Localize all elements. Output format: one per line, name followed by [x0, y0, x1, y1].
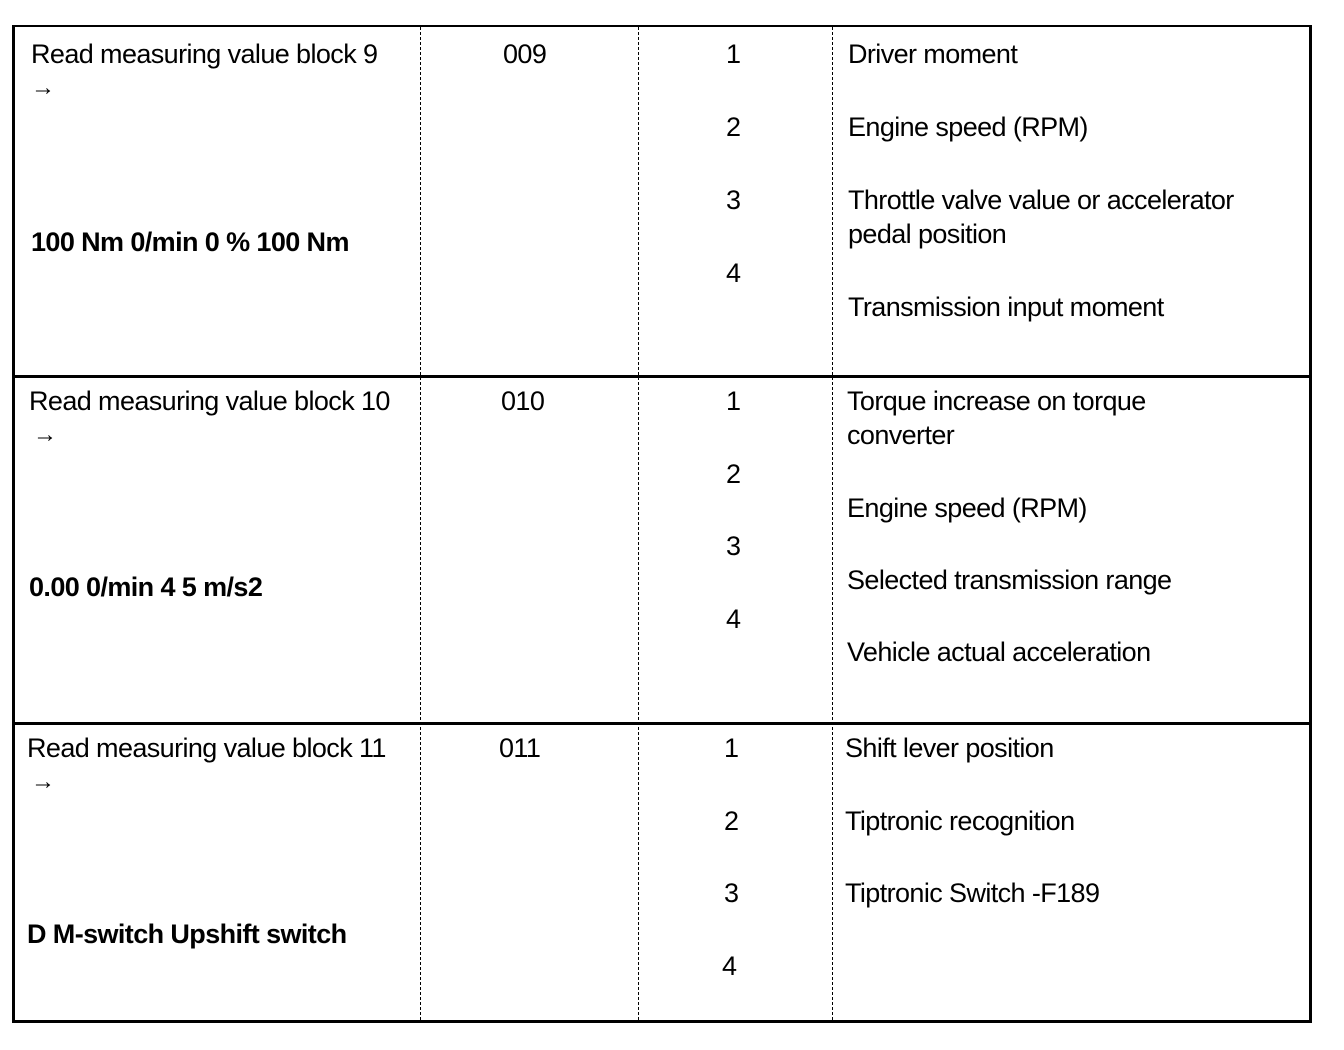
block-title	[31, 37, 377, 71]
field-number: 1	[726, 39, 742, 69]
field-description: Driver moment	[848, 39, 1018, 69]
field-number: 2	[726, 112, 742, 142]
field-number: 3	[726, 531, 742, 561]
arrow-icon: →	[33, 421, 57, 448]
field-number: 1	[724, 733, 740, 763]
field-description: Shift lever position	[845, 733, 1054, 763]
field-description: Selected transmission range	[847, 565, 1172, 595]
field-number: 3	[726, 185, 742, 215]
field-number: 4	[722, 951, 738, 981]
table-row	[15, 378, 1309, 722]
field-description: Transmission input moment	[848, 292, 1164, 322]
block-title	[29, 384, 409, 454]
block-title-text: Read measuring value block 10	[29, 386, 390, 416]
display-values: 100 Nm 0/min 0 % 100 Nm	[31, 227, 349, 257]
block-number: 011	[499, 733, 541, 763]
field-description: Tiptronic recognition	[845, 806, 1075, 836]
field-number: 1	[726, 386, 742, 416]
field-number: 4	[726, 258, 742, 288]
field-number: 3	[724, 878, 740, 908]
measuring-value-table	[12, 25, 1312, 1023]
block-title-text: Read measuring value block 11	[27, 733, 386, 763]
table-row	[15, 725, 1309, 1022]
field-description: Torque increase on torque converter	[847, 386, 1146, 450]
field-description: Engine speed (RPM)	[848, 112, 1088, 142]
field-number: 2	[724, 806, 740, 836]
field-number: 2	[726, 459, 742, 489]
field-description: Tiptronic Switch -F189	[845, 878, 1100, 908]
block-number: 010	[501, 386, 545, 416]
field-number: 4	[726, 604, 742, 634]
display-values: D M-switch Upshift switch	[27, 919, 347, 949]
arrow-icon	[31, 71, 54, 107]
block-number: 009	[503, 39, 547, 69]
table-row	[15, 27, 1309, 375]
arrow-icon: →	[31, 768, 55, 795]
block-title-text: Read measuring value block 9	[31, 39, 378, 69]
arrow-glyph: →	[31, 74, 55, 101]
display-values: 0.00 0/min 4 5 m/s2	[29, 572, 263, 602]
field-description: Vehicle actual acceleration	[847, 637, 1151, 667]
field-description: Engine speed (RPM)	[847, 493, 1087, 523]
field-description: Throttle valve value or accelerator pedal position	[848, 185, 1234, 249]
block-title	[27, 731, 407, 801]
